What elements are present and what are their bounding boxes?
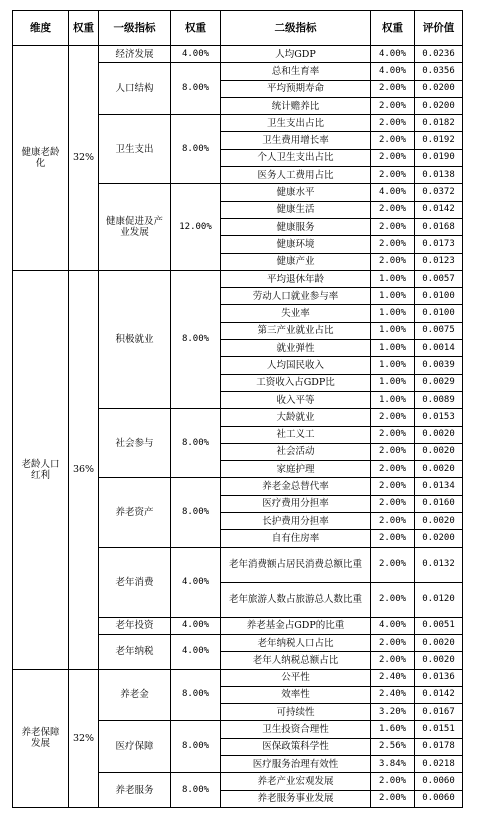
level2-indicator: 平均退休年龄 xyxy=(221,270,371,287)
dimension-name: 老龄人口红利 xyxy=(13,270,69,669)
level1-weight: 8.00% xyxy=(171,270,221,408)
level1-indicator: 养老服务 xyxy=(99,773,171,808)
score-value: 0.0200 xyxy=(415,80,463,97)
score-value: 0.0039 xyxy=(415,357,463,374)
level2-weight: 2.00% xyxy=(371,495,415,512)
evaluation-index-table xyxy=(12,10,463,808)
level2-indicator: 医疗服务治理有效性 xyxy=(221,755,371,772)
dimension-weight: 36% xyxy=(69,270,99,669)
score-value: 0.0014 xyxy=(415,340,463,357)
level2-weight: 1.00% xyxy=(371,391,415,408)
level2-indicator: 老年旅游人数占旅游总人数比重 xyxy=(221,582,371,617)
level2-weight: 2.00% xyxy=(371,652,415,669)
level1-indicator: 养老金 xyxy=(99,669,171,721)
score-value: 0.0029 xyxy=(415,374,463,391)
level1-weight: 4.00% xyxy=(171,46,221,63)
score-value: 0.0057 xyxy=(415,270,463,287)
level2-indicator: 医保政策科学性 xyxy=(221,738,371,755)
header-dimension: 维度 xyxy=(13,11,69,46)
level2-weight: 2.00% xyxy=(371,167,415,184)
level2-indicator: 效率性 xyxy=(221,686,371,703)
level1-weight: 4.00% xyxy=(171,617,221,634)
level2-indicator: 长护费用分担率 xyxy=(221,513,371,530)
level2-weight: 2.00% xyxy=(371,582,415,617)
level2-weight: 2.00% xyxy=(371,478,415,495)
level2-indicator: 医疗费用分担率 xyxy=(221,495,371,512)
level2-indicator: 大龄就业 xyxy=(221,409,371,426)
level2-weight: 2.00% xyxy=(371,426,415,443)
score-value: 0.0020 xyxy=(415,426,463,443)
level2-indicator: 人均国民收入 xyxy=(221,357,371,374)
header-level1: 一级指标 xyxy=(99,11,171,46)
score-value: 0.0167 xyxy=(415,704,463,721)
level2-weight: 2.00% xyxy=(371,530,415,547)
level2-indicator: 医务人工费用占比 xyxy=(221,167,371,184)
level2-weight: 2.00% xyxy=(371,115,415,132)
level1-indicator: 老年消费 xyxy=(99,547,171,617)
score-value: 0.0218 xyxy=(415,755,463,772)
level2-indicator: 公平性 xyxy=(221,669,371,686)
level2-indicator: 工资收入占GDP比 xyxy=(221,374,371,391)
score-value: 0.0356 xyxy=(415,63,463,80)
level2-weight: 1.00% xyxy=(371,340,415,357)
level2-indicator: 统计赡养比 xyxy=(221,97,371,114)
table-row xyxy=(13,46,463,63)
level2-weight: 2.00% xyxy=(371,236,415,253)
level1-weight: 8.00% xyxy=(171,773,221,808)
score-value: 0.0236 xyxy=(415,46,463,63)
level2-weight: 4.00% xyxy=(371,46,415,63)
score-value: 0.0051 xyxy=(415,617,463,634)
level2-indicator: 人均GDP xyxy=(221,46,371,63)
level2-weight: 1.60% xyxy=(371,721,415,738)
level2-weight: 4.00% xyxy=(371,184,415,201)
score-value: 0.0120 xyxy=(415,582,463,617)
level2-weight: 2.40% xyxy=(371,686,415,703)
level1-weight: 8.00% xyxy=(171,115,221,184)
header-dimension-weight: 权重 xyxy=(69,11,99,46)
level1-weight: 8.00% xyxy=(171,721,221,773)
level2-weight: 2.00% xyxy=(371,790,415,807)
level2-weight: 1.00% xyxy=(371,322,415,339)
score-value: 0.0372 xyxy=(415,184,463,201)
score-value: 0.0178 xyxy=(415,738,463,755)
level1-weight: 8.00% xyxy=(171,63,221,115)
header-score: 评价值 xyxy=(415,11,463,46)
score-value: 0.0168 xyxy=(415,218,463,235)
level2-indicator: 平均预期寿命 xyxy=(221,80,371,97)
level2-indicator: 总和生育率 xyxy=(221,63,371,80)
level2-weight: 2.00% xyxy=(371,80,415,97)
level2-weight: 2.40% xyxy=(371,669,415,686)
level2-indicator: 失业率 xyxy=(221,305,371,322)
level2-weight: 2.00% xyxy=(371,773,415,790)
index-table-container xyxy=(12,10,463,808)
level2-indicator: 养老服务事业发展 xyxy=(221,790,371,807)
level2-weight: 2.00% xyxy=(371,461,415,478)
level2-indicator: 收入平等 xyxy=(221,391,371,408)
header-level2: 二级指标 xyxy=(221,11,371,46)
level2-indicator: 卫生支出占比 xyxy=(221,115,371,132)
level2-weight: 2.00% xyxy=(371,443,415,460)
level2-indicator: 健康服务 xyxy=(221,218,371,235)
level1-indicator: 老年纳税 xyxy=(99,634,171,669)
score-value: 0.0020 xyxy=(415,461,463,478)
score-value: 0.0160 xyxy=(415,495,463,512)
dimension-name: 养老保障发展 xyxy=(13,669,69,807)
level2-weight: 1.00% xyxy=(371,305,415,322)
level2-indicator: 健康生活 xyxy=(221,201,371,218)
level2-indicator: 养老基金占GDP的比重 xyxy=(221,617,371,634)
level2-weight: 1.00% xyxy=(371,357,415,374)
level2-indicator: 第三产业就业占比 xyxy=(221,322,371,339)
level1-weight: 8.00% xyxy=(171,409,221,478)
level2-weight: 2.00% xyxy=(371,149,415,166)
level2-weight: 2.56% xyxy=(371,738,415,755)
dimension-weight: 32% xyxy=(69,669,99,807)
level2-indicator: 健康水平 xyxy=(221,184,371,201)
level1-weight: 4.00% xyxy=(171,547,221,617)
score-value: 0.0020 xyxy=(415,443,463,460)
level2-weight: 2.00% xyxy=(371,253,415,270)
score-value: 0.0123 xyxy=(415,253,463,270)
header-row xyxy=(13,11,463,46)
score-value: 0.0192 xyxy=(415,132,463,149)
score-value: 0.0132 xyxy=(415,547,463,582)
level1-weight: 8.00% xyxy=(171,669,221,721)
level2-indicator: 老年纳税人口占比 xyxy=(221,634,371,651)
score-value: 0.0173 xyxy=(415,236,463,253)
level1-weight: 12.00% xyxy=(171,184,221,270)
level1-weight: 8.00% xyxy=(171,478,221,547)
score-value: 0.0060 xyxy=(415,790,463,807)
level1-indicator: 健康促进及产业发展 xyxy=(99,184,171,270)
score-value: 0.0200 xyxy=(415,97,463,114)
level2-weight: 3.84% xyxy=(371,755,415,772)
score-value: 0.0151 xyxy=(415,721,463,738)
level2-indicator: 养老产业宏观发展 xyxy=(221,773,371,790)
level2-indicator: 劳动人口就业参与率 xyxy=(221,288,371,305)
table-row xyxy=(13,669,463,686)
score-value: 0.0075 xyxy=(415,322,463,339)
table-row xyxy=(13,270,463,287)
level2-weight: 2.00% xyxy=(371,132,415,149)
level1-indicator: 卫生支出 xyxy=(99,115,171,184)
level2-weight: 4.00% xyxy=(371,617,415,634)
level2-indicator: 养老金总替代率 xyxy=(221,478,371,495)
score-value: 0.0142 xyxy=(415,686,463,703)
level2-indicator: 老年消费额占居民消费总额比重 xyxy=(221,547,371,582)
level2-indicator: 社工义工 xyxy=(221,426,371,443)
level2-weight: 2.00% xyxy=(371,547,415,582)
score-value: 0.0060 xyxy=(415,773,463,790)
dimension-weight: 32% xyxy=(69,46,99,271)
level1-weight: 4.00% xyxy=(171,634,221,669)
level1-indicator: 医疗保障 xyxy=(99,721,171,773)
score-value: 0.0100 xyxy=(415,288,463,305)
header-level1-weight: 权重 xyxy=(171,11,221,46)
level1-indicator: 老年投资 xyxy=(99,617,171,634)
level2-indicator: 健康产业 xyxy=(221,253,371,270)
level1-indicator: 积极就业 xyxy=(99,270,171,408)
dimension-name: 健康老龄化 xyxy=(13,46,69,271)
level2-weight: 1.00% xyxy=(371,374,415,391)
score-value: 0.0142 xyxy=(415,201,463,218)
level2-weight: 2.00% xyxy=(371,513,415,530)
level2-indicator: 可持续性 xyxy=(221,704,371,721)
table-body xyxy=(13,46,463,808)
score-value: 0.0020 xyxy=(415,513,463,530)
level1-indicator: 养老资产 xyxy=(99,478,171,547)
level2-indicator: 老年人纳税总额占比 xyxy=(221,652,371,669)
level2-weight: 2.00% xyxy=(371,409,415,426)
score-value: 0.0182 xyxy=(415,115,463,132)
level1-indicator: 社会参与 xyxy=(99,409,171,478)
level2-indicator: 社会活动 xyxy=(221,443,371,460)
level2-weight: 2.00% xyxy=(371,218,415,235)
level2-indicator: 卫生投资合理性 xyxy=(221,721,371,738)
score-value: 0.0200 xyxy=(415,530,463,547)
level1-indicator: 经济发展 xyxy=(99,46,171,63)
level2-weight: 2.00% xyxy=(371,97,415,114)
score-value: 0.0089 xyxy=(415,391,463,408)
level2-indicator: 卫生费用增长率 xyxy=(221,132,371,149)
level2-indicator: 就业弹性 xyxy=(221,340,371,357)
score-value: 0.0020 xyxy=(415,634,463,651)
header-level2-weight: 权重 xyxy=(371,11,415,46)
score-value: 0.0134 xyxy=(415,478,463,495)
score-value: 0.0153 xyxy=(415,409,463,426)
score-value: 0.0138 xyxy=(415,167,463,184)
level2-weight: 4.00% xyxy=(371,63,415,80)
level2-weight: 2.00% xyxy=(371,201,415,218)
level1-indicator: 人口结构 xyxy=(99,63,171,115)
level2-indicator: 健康环境 xyxy=(221,236,371,253)
score-value: 0.0100 xyxy=(415,305,463,322)
score-value: 0.0190 xyxy=(415,149,463,166)
level2-indicator: 自有住房率 xyxy=(221,530,371,547)
score-value: 0.0020 xyxy=(415,652,463,669)
score-value: 0.0136 xyxy=(415,669,463,686)
level2-weight: 2.00% xyxy=(371,634,415,651)
level2-weight: 1.00% xyxy=(371,288,415,305)
level2-weight: 3.20% xyxy=(371,704,415,721)
level2-weight: 1.00% xyxy=(371,270,415,287)
level2-indicator: 个人卫生支出占比 xyxy=(221,149,371,166)
level2-indicator: 家庭护理 xyxy=(221,461,371,478)
